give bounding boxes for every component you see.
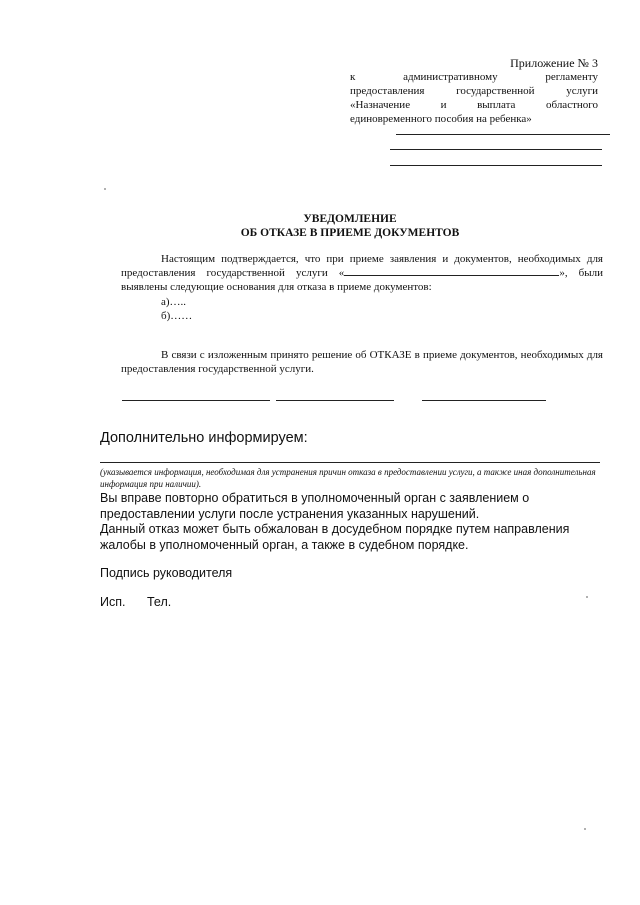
appendix-header [350,56,598,126]
executor-label: Исп. [100,595,126,609]
recipient-line-1 [396,134,610,135]
document-heading [120,212,580,240]
decision-paragraph: В связи с изложенным принято решение об ОТКАЗЕ в приеме документов, необходимых для предоставления государственной услуги. [121,349,603,375]
additional-info-line [100,462,600,463]
scan-speck-3 [584,828,586,830]
recipient-line-3 [390,165,602,166]
recipient-line-2 [390,149,602,150]
scan-speck-2 [586,596,588,598]
appendix-line-3: «Назначение и выплата областного [350,99,599,111]
heading-line-1: УВЕДОМЛЕНИЕ [303,213,397,225]
grounds-list [161,295,192,323]
ground-item-b: б)…… [161,310,193,322]
scan-speck-1 [104,188,106,190]
service-name-blank [344,266,559,276]
reapply-paragraph: Вы вправе повторно обратиться в уполномоченный орган с заявлением о предоставлении услуги после устранения указанных нарушений. [100,491,530,521]
executor-row [100,594,606,610]
appendix-title: Приложение № 3 [510,56,598,70]
appendix-line-2: предоставления государственной услуги [350,85,598,97]
phone-label: Тел. [146,595,172,609]
signature-line-sign [276,400,394,401]
appendix-line-4: единовременного пособия на ребенка» [350,113,532,125]
appendix-line-1: к административному регламенту [350,71,598,83]
intro-paragraph: Настоящим подтверждается, что при приеме заявления и документов, необходимых для предоставления государственной услуги « », были выявлены следующие основания для отказа в приеме документов: [121,253,603,293]
additional-info-heading: Дополнительно информируем: [100,430,308,446]
appeal-paragraph: Данный отказ может быть обжалован в досудебном порядке путем направления жалобы в уполномоченный орган, а также в судебном порядке. [100,522,570,552]
signature-label: Подпись руководителя [100,566,233,580]
signature-line-name [422,400,546,401]
additional-info-note: (указывается информация, необходимая для устранения причин отказа в предоставлении услуги, а также иная дополнительная информация при наличии). [100,467,596,489]
heading-line-2: ОБ ОТКАЗЕ В ПРИЕМЕ ДОКУМЕНТОВ [240,227,460,239]
ground-item-a: а)….. [161,296,187,308]
signature-line-position [122,400,270,401]
